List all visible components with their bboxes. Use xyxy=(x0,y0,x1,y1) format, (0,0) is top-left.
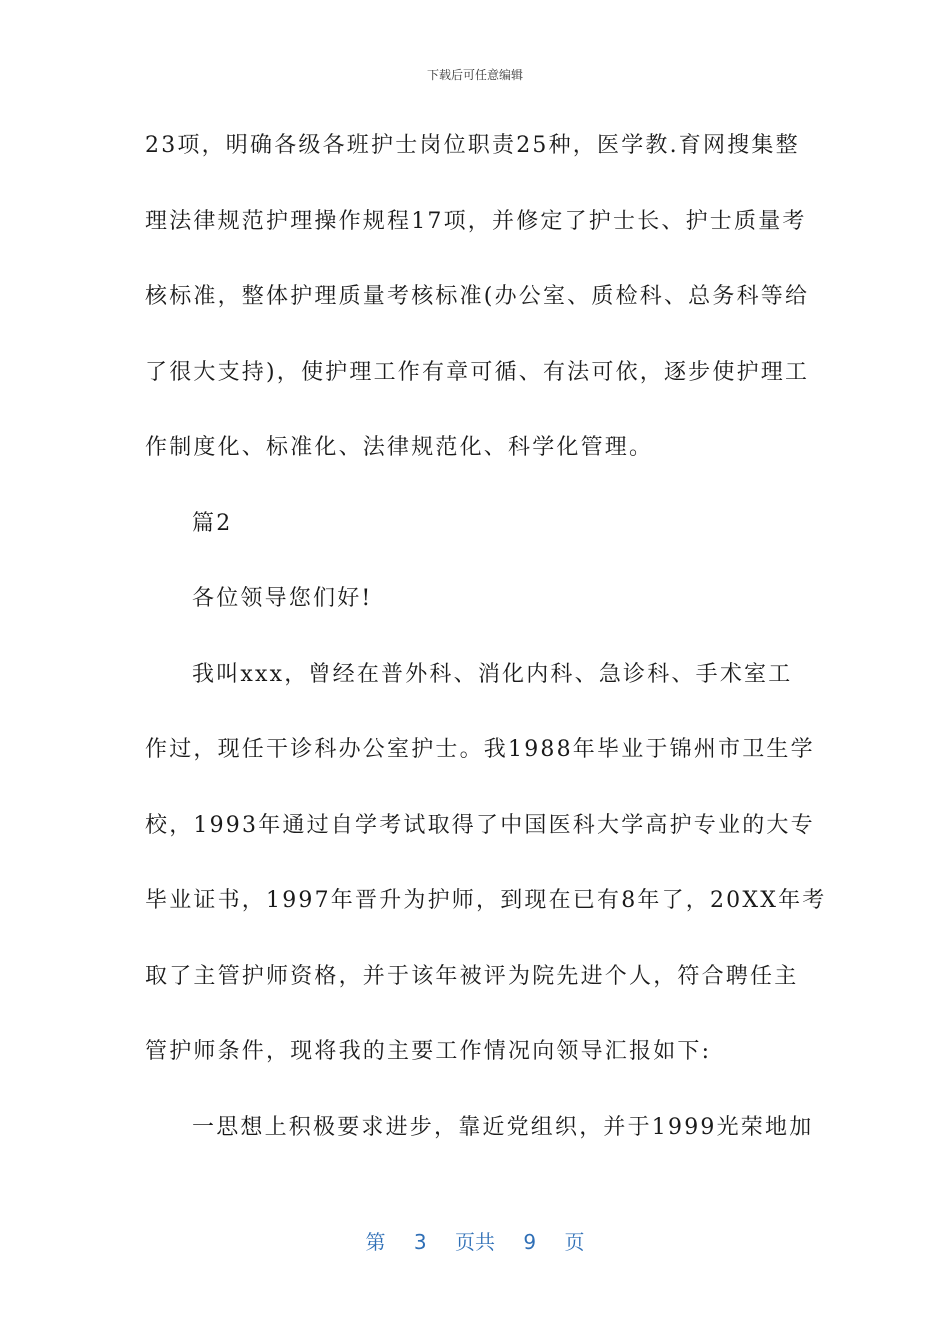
total-pages-number: 9 xyxy=(523,1230,537,1254)
footer-middle: 页共 xyxy=(455,1230,495,1254)
paragraph-line: 作过，现任干诊科办公室护士。我1988年毕业于锦州市卫生学 xyxy=(145,737,815,762)
footer-suffix: 页 xyxy=(564,1230,585,1254)
paragraph-line: 理法律规范护理操作规程17项，并修定了护士长、护士质量考 xyxy=(145,208,807,234)
header-text: 下载后可任意编辑 xyxy=(426,68,523,82)
paragraph-line: 取了主管护师资格，并于该年被评为院先进个人，符合聘任主 xyxy=(145,963,799,989)
paragraph-line: 毕业证书，1997年晋升为护师，到现在已有8年了，20XX年考 xyxy=(145,888,827,913)
paragraph-line: 作制度化、标准化、法律规范化、科学化管理。 xyxy=(145,435,654,460)
paragraph-line: 核标准，整体护理质量考核标准(办公室、质检科、总务科等给 xyxy=(145,284,810,309)
current-page-number: 3 xyxy=(413,1230,427,1254)
paragraph-line: 校，1993年通过自学考试取得了中国医科大学高护专业的大专 xyxy=(145,812,815,838)
paragraph-line: 了很大支持)，使护理工作有章可循、有法可依，逐步使护理工 xyxy=(145,359,810,385)
document-body xyxy=(145,124,827,1181)
section-heading: 篇2 xyxy=(192,510,233,536)
paragraph-line: 我叫xxx，曾经在普外科、消化内科、急诊科、手术室工 xyxy=(192,661,793,687)
page-footer xyxy=(0,1226,950,1255)
paragraph-line: 23项，明确各级各班护士岗位职责25种，医学教.育网搜集整 xyxy=(145,133,800,158)
greeting-line: 各位领导您们好! xyxy=(192,586,373,611)
footer-prefix: 第 xyxy=(365,1230,386,1254)
page-header xyxy=(0,66,950,83)
paragraph-line: 一思想上积极要求进步，靠近党组织，并于1999光荣地加 xyxy=(192,1114,814,1140)
paragraph-line: 管护师条件，现将我的主要工作情况向领导汇报如下: xyxy=(145,1039,712,1064)
